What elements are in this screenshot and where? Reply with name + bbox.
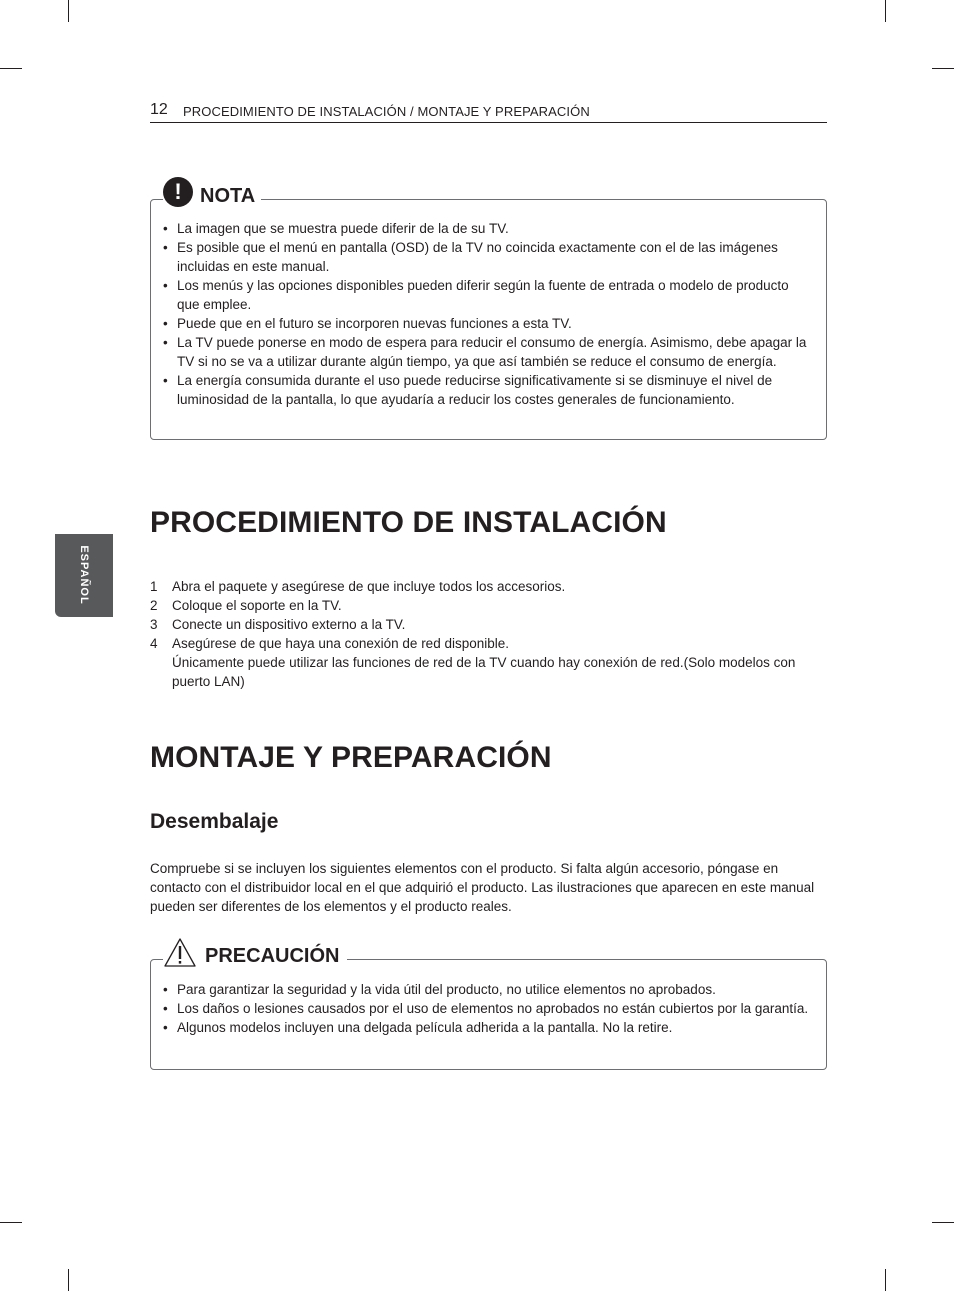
page-number: 12 bbox=[150, 101, 168, 118]
crop-mark bbox=[932, 1222, 954, 1223]
unpacking-subheading: Desembalaje bbox=[150, 810, 279, 833]
step-item bbox=[150, 577, 827, 596]
crop-mark bbox=[68, 1269, 69, 1291]
note-item: • Puede que en el futuro se incorporen nuevas funciones a esta TV. bbox=[151, 314, 814, 333]
step-number: 2 bbox=[150, 598, 158, 613]
step-item bbox=[150, 596, 827, 615]
note-item: • La energía consumida durante el uso puede reducirse significativamente si se disminuye el nivel de luminosidad de la pantalla, lo que ayudaría a reducir los costes generales de funcionamiento. bbox=[151, 371, 814, 409]
step-text: Conecte un dispositivo externo a la TV. bbox=[172, 617, 406, 632]
note-item: • La imagen que se muestra puede diferir de la de su TV. bbox=[151, 219, 814, 238]
step-extra-text: Únicamente puede utilizar las funciones de red de la TV cuando hay conexión de red.(Solo modelos con puerto LAN) bbox=[172, 655, 796, 689]
note-item: • La TV puede ponerse en modo de espera para reducir el consumo de energía. Asimismo, debe apagar la TV si no se va a utilizar durante algún tiempo, ya que así también se reduce el consumo de energía. bbox=[151, 333, 814, 371]
step-item bbox=[150, 634, 827, 691]
unpacking-paragraph: Compruebe si se incluyen los siguientes elementos con el producto. Si falta algún accesorio, póngase en contacto con el distribuidor local en el que adquirió el producto. Las ilustraciones que aparecen en este manual pueden ser diferentes de los elementos y el producto reales. bbox=[150, 861, 815, 914]
crop-mark bbox=[68, 0, 69, 22]
language-side-tab bbox=[55, 534, 113, 617]
caution-list bbox=[151, 980, 814, 1037]
step-number: 3 bbox=[150, 617, 158, 632]
language-label: ESPAÑOL bbox=[78, 545, 90, 605]
installation-heading: PROCEDIMIENTO DE INSTALACIÓN bbox=[150, 506, 667, 539]
step-text: Abra el paquete y asegúrese de que incluye todos los accesorios. bbox=[172, 579, 566, 594]
caution-title: PRECAUCIÓN bbox=[205, 944, 340, 967]
crop-mark bbox=[885, 0, 886, 22]
crop-mark bbox=[0, 68, 22, 69]
caution-item: • Algunos modelos incluyen una delgada película adherida a la pantalla. No la retire. bbox=[151, 1018, 814, 1037]
note-heading bbox=[163, 176, 261, 216]
page-header bbox=[150, 101, 827, 123]
note-box bbox=[150, 179, 827, 440]
note-item: • Es posible que el menú en pantalla (OSD) de la TV no coincida exactamente con el de las imágenes incluidas en este manual. bbox=[151, 238, 814, 276]
crop-mark bbox=[0, 1222, 22, 1223]
step-text: Coloque el soporte en la TV. bbox=[172, 598, 342, 613]
step-number: 1 bbox=[150, 579, 158, 594]
exclamation-icon: ! bbox=[163, 177, 193, 207]
note-list bbox=[151, 219, 814, 409]
note-title: NOTA bbox=[200, 184, 256, 207]
running-title: PROCEDIMIENTO DE INSTALACIÓN / MONTAJE Y PREPARACIÓN bbox=[183, 104, 590, 119]
caution-box bbox=[150, 944, 827, 1070]
crop-mark bbox=[885, 1269, 886, 1291]
step-item bbox=[150, 615, 827, 634]
step-number: 4 bbox=[150, 636, 158, 651]
caution-item: • Los daños o lesiones causados por el uso de elementos no aprobados no están cubiertos por la garantía. bbox=[151, 999, 814, 1018]
caution-item: • Para garantizar la seguridad y la vida útil del producto, no utilice elementos no aprobados. bbox=[151, 980, 814, 999]
step-text: Asegúrese de que haya una conexión de red disponible. bbox=[172, 636, 509, 651]
warning-triangle-icon bbox=[163, 936, 197, 970]
caution-heading bbox=[163, 936, 347, 976]
installation-steps bbox=[150, 577, 827, 691]
mounting-heading: MONTAJE Y PREPARACIÓN bbox=[150, 741, 552, 774]
note-item: • Los menús y las opciones disponibles pueden diferir según la fuente de entrada o modelo de producto que emplee. bbox=[151, 276, 814, 314]
crop-mark bbox=[932, 68, 954, 69]
